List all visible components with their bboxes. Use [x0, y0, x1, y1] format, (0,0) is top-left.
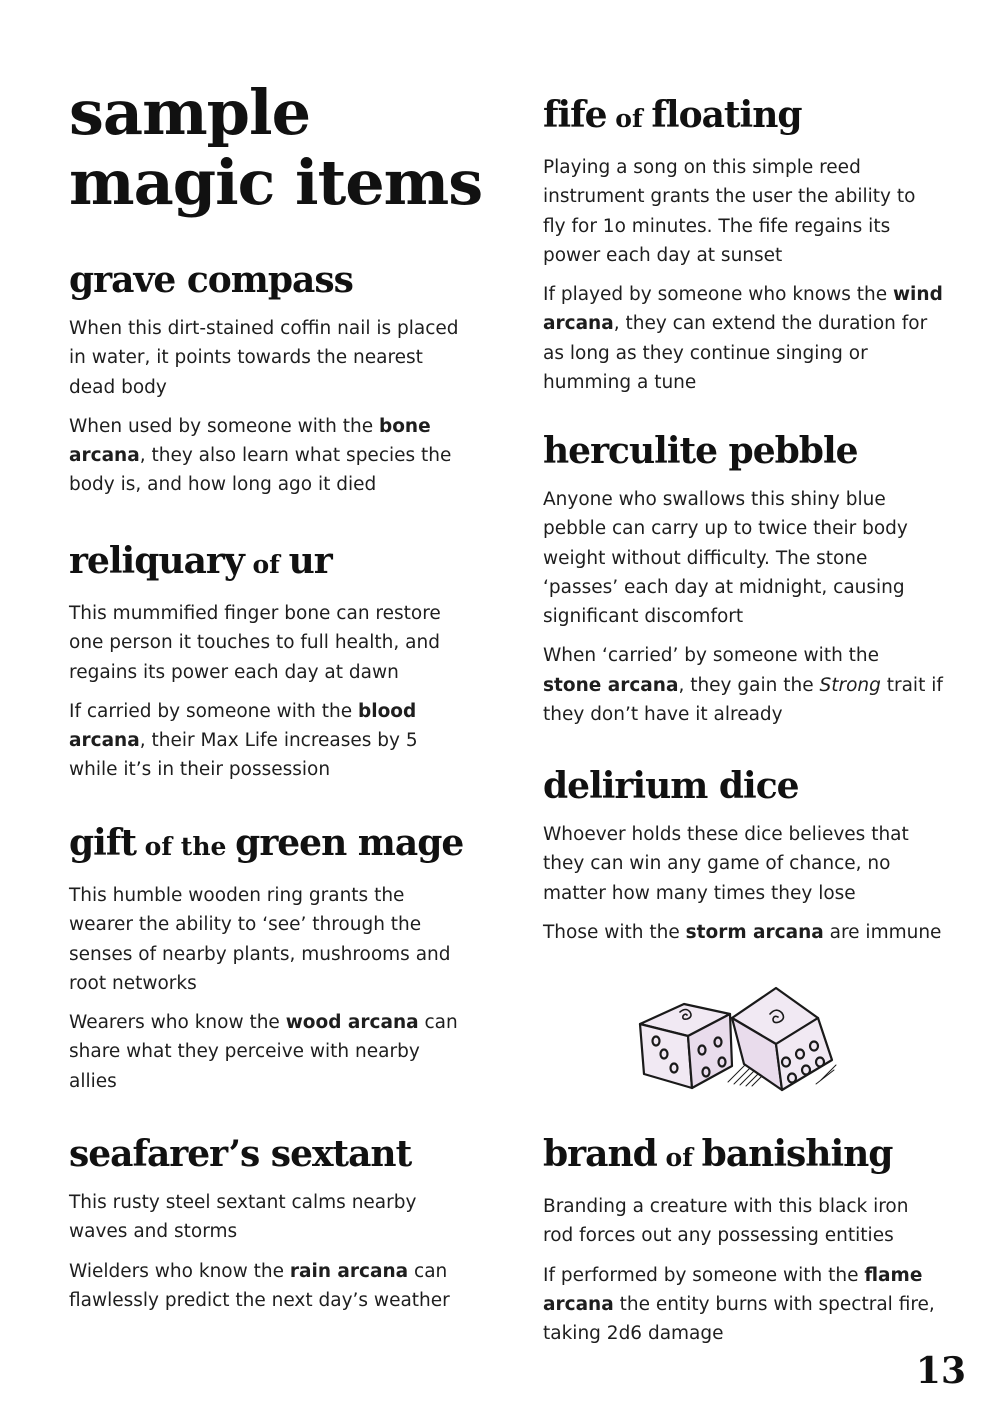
page-title: [69, 78, 482, 218]
title-connector: of: [243, 550, 289, 579]
item-brand-of-banishing: [543, 1132, 943, 1358]
title-word: gift: [69, 822, 136, 864]
item-description: This mummified finger bone can restore one person it touches to full health, and regains its power each day at dawn: [69, 603, 441, 683]
item-description: Anyone who swallows this shiny blue pebble can carry up to twice their body weight without difficulty. The stone ‘passes’ each day at midnight, causing significant discomfort: [543, 489, 908, 628]
item-title: [543, 93, 943, 141]
item-title: herculite pebble: [543, 430, 858, 472]
text-run: When ‘carried’ by someone with the: [543, 645, 880, 667]
text-run: If performed by someone with the: [543, 1264, 865, 1286]
item-gift-of-the-green-mage: [69, 821, 469, 1106]
title-word: green mage: [235, 822, 464, 864]
item-title: [543, 1132, 943, 1180]
title-connector: of: [606, 104, 652, 133]
arcana-name: stone arcana: [543, 674, 679, 696]
arcana-name: flame arcana: [543, 1264, 923, 1315]
text-run: , they also learn what species the body is, and how long ago it died: [69, 445, 452, 496]
arcana-name: storm arcana: [685, 921, 824, 943]
text-run: , their Max Life increases by 5 while it’s in their possession: [69, 730, 418, 781]
item-arcana-effect: [543, 1261, 943, 1349]
item-arcana-effect: [69, 1257, 469, 1316]
title-word: brand: [543, 1133, 657, 1175]
text-run: When used by someone with the: [69, 415, 379, 437]
item-arcana-effect: [69, 697, 469, 785]
item-title: grave compass: [69, 259, 353, 301]
item-title: delirium dice: [543, 765, 799, 807]
item-reliquary-of-ur: [69, 539, 469, 795]
title-word: ur: [288, 540, 332, 582]
title-word: floating: [651, 94, 802, 136]
item-arcana-effect: [69, 412, 469, 500]
title-word: fife: [543, 94, 607, 136]
text-run: If carried by someone with the: [69, 700, 358, 722]
page-number: 13: [915, 1350, 966, 1392]
item-delirium-dice: [543, 764, 943, 957]
text-run: Wielders who know the: [69, 1260, 290, 1282]
item-description: Branding a creature with this black iron rod forces out any possessing entities: [543, 1196, 909, 1247]
right-die: [732, 988, 832, 1090]
item-herculite-pebble: [543, 429, 943, 739]
arcana-name: rain arcana: [289, 1260, 409, 1282]
item-description: When this dirt-stained coffin nail is placed in water, it points towards the nearest dead body: [69, 318, 459, 398]
text-run: , they can extend the duration for as long as they continue singing or humming a tune: [543, 313, 928, 394]
text-run: , they gain the: [678, 674, 820, 696]
arcana-name: wind arcana: [543, 284, 943, 335]
item-arcana-effect: [69, 1008, 469, 1096]
text-run: can flawlessly predict the next day’s weather: [69, 1260, 450, 1311]
item-description: Playing a song on this simple reed instrument grants the user the ability to fly for 1o minutes. The fife regains its power each day at sunset: [543, 157, 916, 266]
title-connector: of the: [135, 832, 236, 861]
item-title: [69, 821, 469, 869]
text-run: trait if they don’t have it already: [543, 674, 943, 726]
item-fife-of-floating: [543, 93, 943, 407]
text-run: Wearers who know the: [69, 1012, 286, 1034]
left-die: [640, 1004, 732, 1088]
item-grave-compass: [69, 258, 469, 510]
item-title: [69, 539, 469, 587]
item-title: seafarer’s sextant: [69, 1133, 412, 1175]
dice-icon: [636, 984, 842, 1092]
text-run: can share what they perceive with nearby allies: [69, 1012, 458, 1092]
item-description: This humble wooden ring grants the wearer the ability to ‘see’ through the senses of nearby plants, mushrooms and root networks: [69, 885, 451, 994]
trait-name: Strong: [819, 674, 881, 696]
item-arcana-effect: [543, 280, 943, 397]
arcana-name: wood arcana: [285, 1012, 419, 1034]
page-title-line-1: sample: [69, 76, 311, 149]
arcana-name: bone arcana: [69, 415, 431, 467]
item-arcana-effect: [543, 918, 943, 947]
title-word: banishing: [701, 1133, 893, 1175]
item-description: Whoever holds these dice believes that they can win any game of chance, no matter how many times they lose: [543, 824, 909, 904]
text-run: are immune: [823, 921, 942, 943]
item-seafarers-sextant: [69, 1132, 469, 1325]
item-description: This rusty steel sextant calms nearby waves and storms: [69, 1192, 417, 1243]
text-run: Those with the: [543, 921, 686, 943]
page-title-line-2: magic items: [69, 146, 483, 219]
title-connector: of: [656, 1143, 702, 1172]
text-run: If played by someone who knows the: [543, 284, 893, 306]
text-run: the entity burns with spectral fire, taking 2d6 damage: [543, 1293, 935, 1345]
title-word: reliquary: [69, 540, 244, 582]
arcana-name: blood arcana: [69, 700, 417, 752]
item-arcana-effect: [543, 641, 943, 729]
